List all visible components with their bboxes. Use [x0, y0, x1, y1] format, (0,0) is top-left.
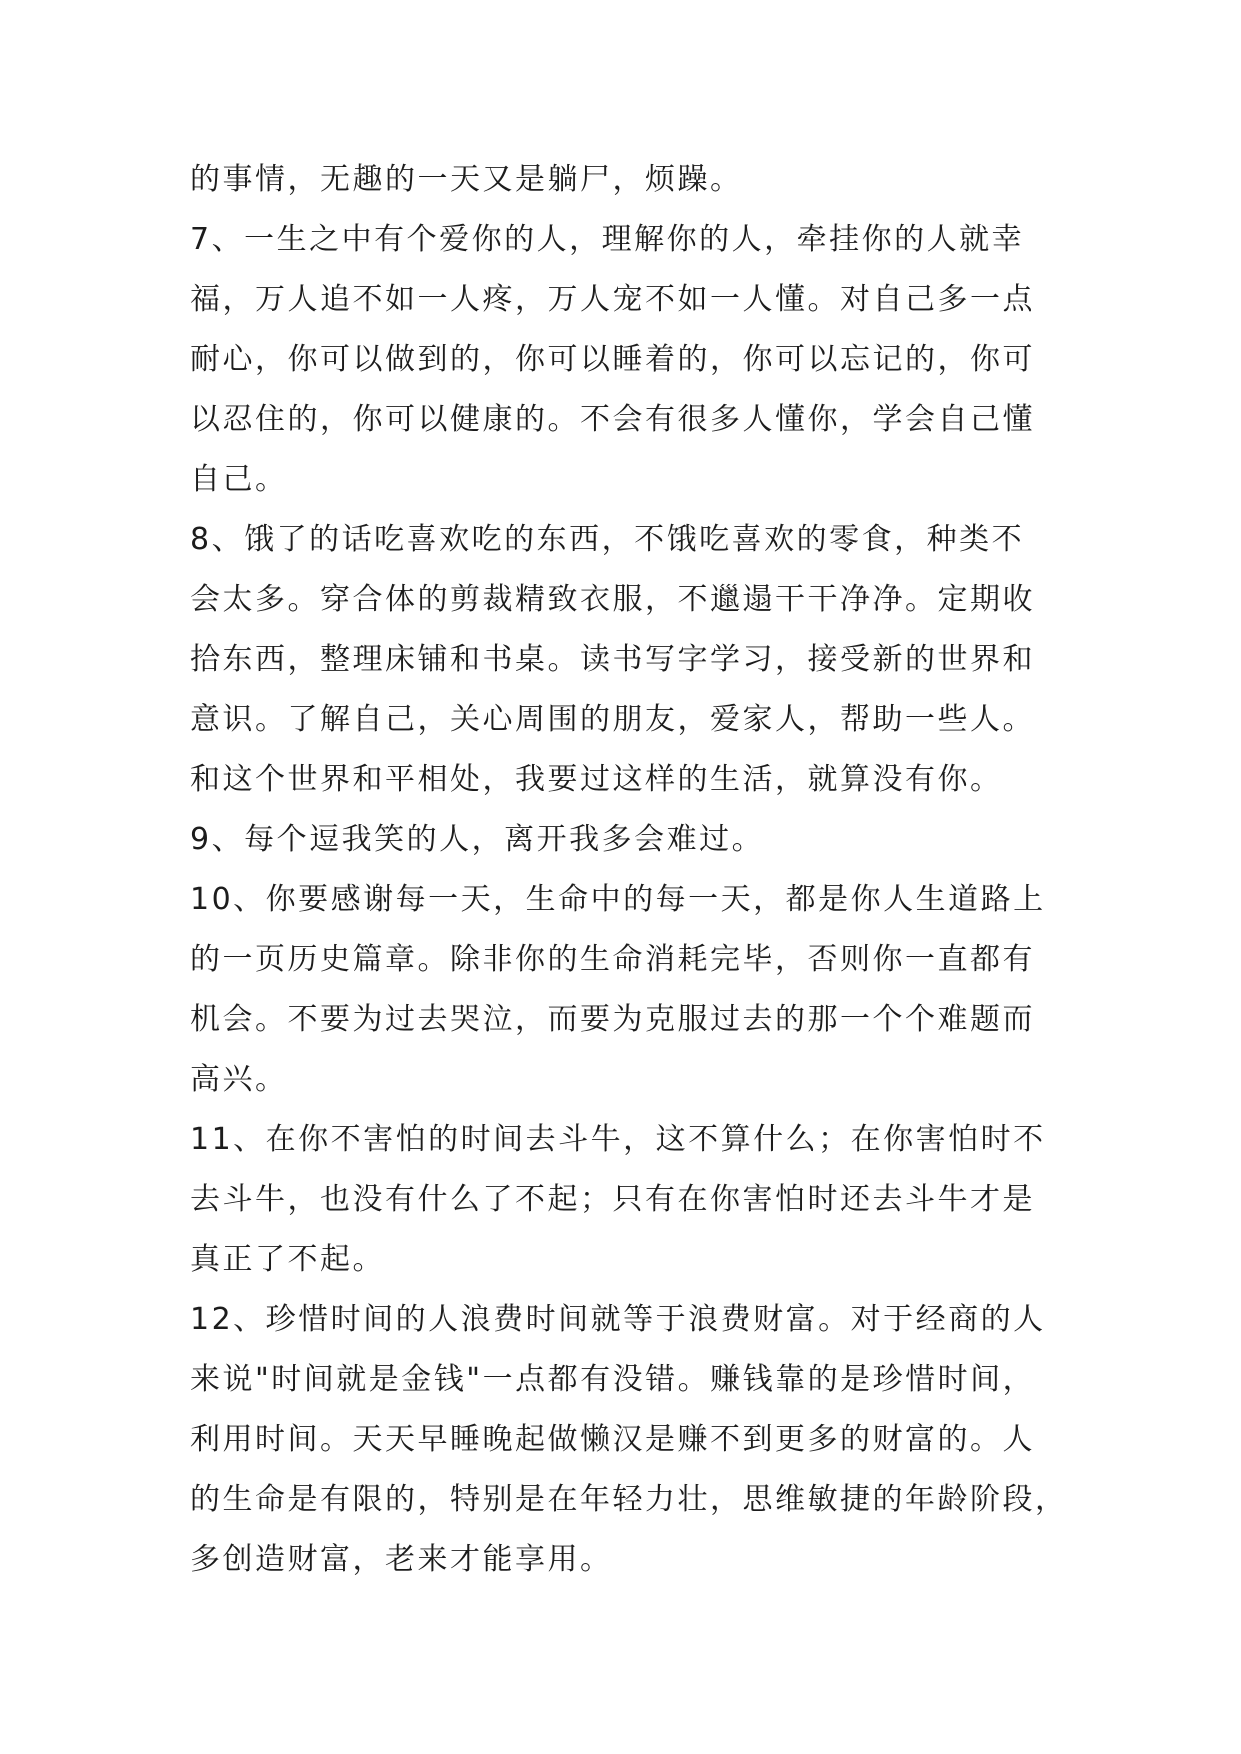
text-line-19: 真正了不起。	[190, 1242, 385, 1277]
text-line-12: 9、每个逗我笑的人，离开我多会难过。	[190, 822, 765, 857]
text-line-11: 和这个世界和平相处，我要过这样的生活，就算没有你。	[190, 762, 1003, 797]
text-line-18: 去斗牛，也没有什么了不起；只有在你害怕时还去斗牛才是	[190, 1182, 1035, 1217]
text-line-24: 多创造财富，老来才能享用。	[190, 1542, 613, 1577]
text-line-8: 会太多。穿合体的剪裁精致衣服，不邋遢干干净净。定期收	[190, 582, 1035, 617]
text-line-9: 拾东西，整理床铺和书桌。读书写字学习，接受新的世界和	[190, 642, 1035, 677]
text-line-10: 意识。了解自己，关心周围的朋友，爱家人，帮助一些人。	[190, 702, 1035, 737]
text-line-2: 7、一生之中有个爱你的人，理解你的人，牵挂你的人就幸	[190, 222, 1025, 257]
text-line-14: 的一页历史篇章。除非你的生命消耗完毕，否则你一直都有	[190, 942, 1035, 977]
text-line-1: 的事情，无趣的一天又是躺尸，烦躁。	[190, 162, 743, 197]
body-text	[190, 150, 1090, 1590]
text-line-6: 自己。	[190, 462, 288, 497]
text-line-23: 的生命是有限的，特别是在年轻力壮，思维敏捷的年龄阶段，	[190, 1482, 1068, 1517]
text-line-15: 机会。不要为过去哭泣，而要为克服过去的那一个个难题而	[190, 1002, 1035, 1037]
text-line-5: 以忍住的，你可以健康的。不会有很多人懂你，学会自己懂	[190, 402, 1035, 437]
text-line-7: 8、饿了的话吃喜欢吃的东西，不饿吃喜欢的零食，种类不	[190, 522, 1025, 557]
text-line-21: 来说"时间就是金钱"一点都有没错。赚钱靠的是珍惜时间，	[190, 1362, 1036, 1397]
text-line-3: 福，万人追不如一人疼，万人宠不如一人懂。对自己多一点	[190, 282, 1035, 317]
text-line-20: 12、珍惜时间的人浪费时间就等于浪费财富。对于经商的人	[190, 1302, 1046, 1337]
text-line-4: 耐心，你可以做到的，你可以睡着的，你可以忘记的，你可	[190, 342, 1035, 377]
text-line-17: 11、在你不害怕的时间去斗牛，这不算什么；在你害怕时不	[190, 1122, 1046, 1157]
text-line-16: 高兴。	[190, 1062, 288, 1097]
text-line-13: 10、你要感谢每一天，生命中的每一天，都是你人生道路上	[190, 882, 1046, 917]
text-line-22: 利用时间。天天早睡晚起做懒汉是赚不到更多的财富的。人	[190, 1422, 1035, 1457]
